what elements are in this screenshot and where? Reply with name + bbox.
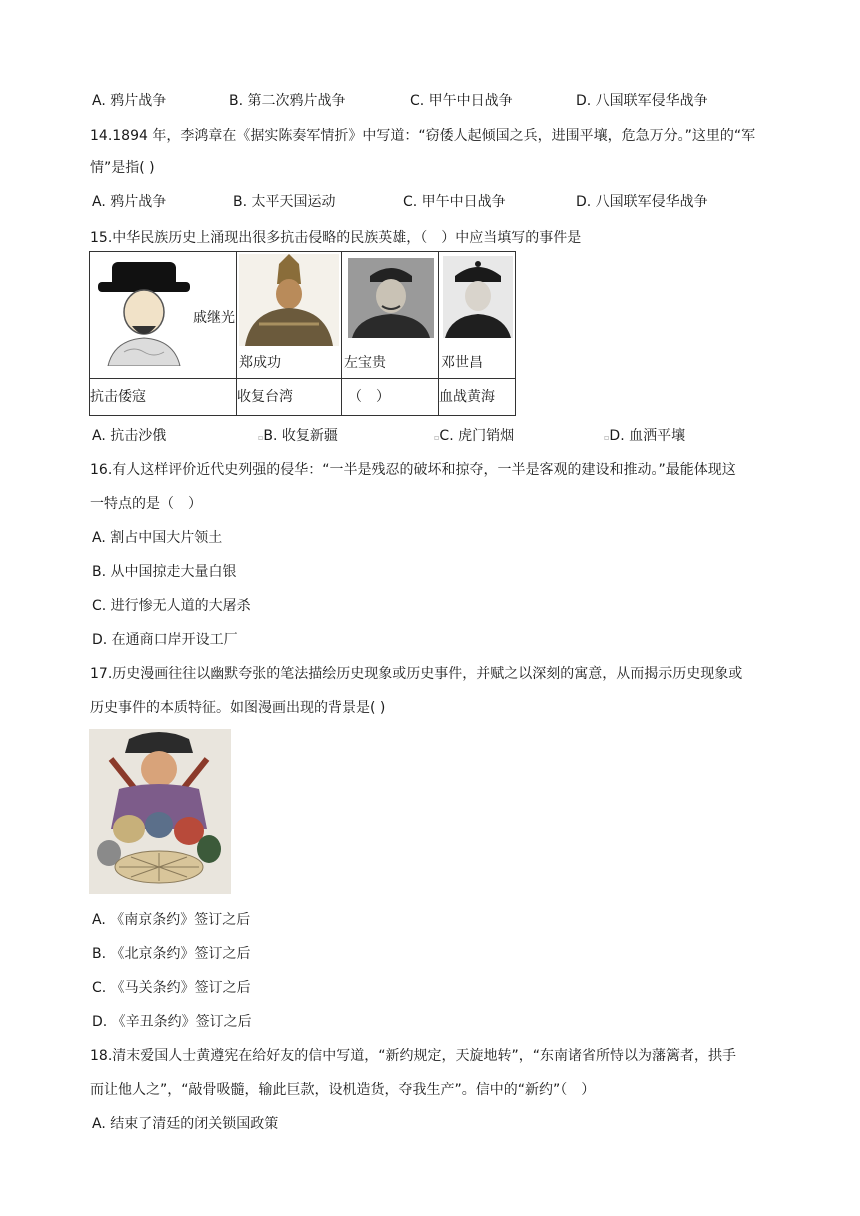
q16-stem-line2: 一特点的是（ ）: [90, 496, 202, 512]
q17-option-b: B. 《北京条约》签订之后: [92, 946, 251, 962]
q15-stem: 15.中华民族历史上涌现出很多抗击侵略的民族英雄，（ ）中应当填写的事件是: [90, 230, 582, 246]
heroes-event-row: [90, 379, 516, 416]
q14-option-c: C. 甲午中日战争: [403, 194, 506, 210]
q13-option-a: A. 鸦片战争: [92, 93, 167, 109]
q17-option-c: C. 《马关条约》签订之后: [92, 980, 251, 996]
q14-stem-line2: 情”是指( ): [90, 160, 155, 176]
zuo-baogui-portrait: [348, 258, 434, 338]
hero-name-4: 邓世昌: [441, 355, 483, 371]
hero-event-1: 抗击倭寇: [90, 379, 237, 416]
q15-option-b: [258, 425, 338, 445]
q18-stem-line1: 18.清末爱国人士黄遵宪在给好友的信中写道，“新约规定，天旋地转”，“东南诸省所恃以为藩篱者，拱手: [90, 1048, 737, 1064]
q16-option-c: C. 进行惨无人道的大屠杀: [92, 598, 251, 614]
qi-jiguang-portrait: [94, 256, 194, 366]
q13-option-c: C. 甲午中日战争: [410, 93, 513, 109]
heroes-portrait-row: [90, 252, 516, 379]
q17-option-a: A. 《南京条约》签订之后: [92, 912, 251, 928]
hero-cell-4: [439, 252, 516, 379]
q13-option-b: B. 第二次鸦片战争: [229, 93, 346, 109]
cartoon-image: [89, 729, 231, 894]
q15-option-c-text: C. 虎门销烟: [439, 428, 515, 444]
hero-event-4: 血战黄海: [439, 379, 516, 416]
q17-stem-line2: 历史事件的本质特征。如图漫画出现的背景是( ): [90, 700, 386, 716]
q15-option-d: [604, 425, 685, 445]
q17-stem-line1: 17.历史漫画往往以幽默夸张的笔法描绘历史现象或历史事件，并赋之以深刻的寓意，从而揭示历史现象或: [90, 666, 743, 682]
q15-option-d-mark: ▫: [604, 433, 610, 442]
q14-option-d: D. 八国联军侵华战争: [576, 194, 708, 210]
q15-option-a: A. 抗击沙俄: [92, 428, 167, 444]
q18-option-a: A. 结束了清廷的闭关锁国政策: [92, 1116, 279, 1132]
q15-option-c: [434, 425, 514, 445]
q14-option-b: B. 太平天国运动: [233, 194, 336, 210]
q16-stem-line1: 16.有人这样评价近代史列强的侵华：“一半是残忍的破坏和掠夺，一半是客观的建设和推动。”最能体现这: [90, 462, 736, 478]
q16-option-a: A. 割占中国大片领土: [92, 530, 223, 546]
q18-stem-line2: 而让他人之”，“敲骨吸髓，输此巨款，设机造货，夺我生产”。信中的“新约”（ ）: [90, 1082, 596, 1098]
q14-option-a: A. 鸦片战争: [92, 194, 167, 210]
q15-option-b-mark: ▫: [258, 433, 264, 442]
hero-name-2: 郑成功: [239, 355, 281, 371]
hero-name-3: 左宝贵: [344, 355, 386, 371]
hero-cell-2: [237, 252, 342, 379]
q16-option-b: B. 从中国掠走大量白银: [92, 564, 237, 580]
hero-cell-3: [342, 252, 439, 379]
q15-option-c-mark: ▫: [434, 433, 440, 442]
q13-option-d: D. 八国联军侵华战争: [576, 93, 708, 109]
hero-event-3: （ ）: [342, 379, 439, 416]
deng-shichang-portrait: [443, 256, 513, 338]
q14-stem-line1: 14.1894 年，李鸿章在《据实陈奏军情折》中写道：“窃倭人起倾国之兵，进围平壤，危急万分。”这里的“军: [90, 128, 756, 144]
heroes-table: [89, 251, 516, 416]
hero-event-2: 收复台湾: [237, 379, 342, 416]
hero-name-1: 戚继光: [193, 310, 235, 326]
q16-option-d: D. 在通商口岸开设工厂: [92, 632, 238, 648]
q17-option-d: D. 《辛丑条约》签订之后: [92, 1014, 252, 1030]
hero-cell-1: [90, 252, 237, 379]
q15-option-b-text: B. 收复新疆: [263, 428, 338, 444]
zheng-chenggong-portrait: [239, 254, 339, 346]
q15-option-d-text: D. 血洒平壤: [609, 428, 686, 444]
